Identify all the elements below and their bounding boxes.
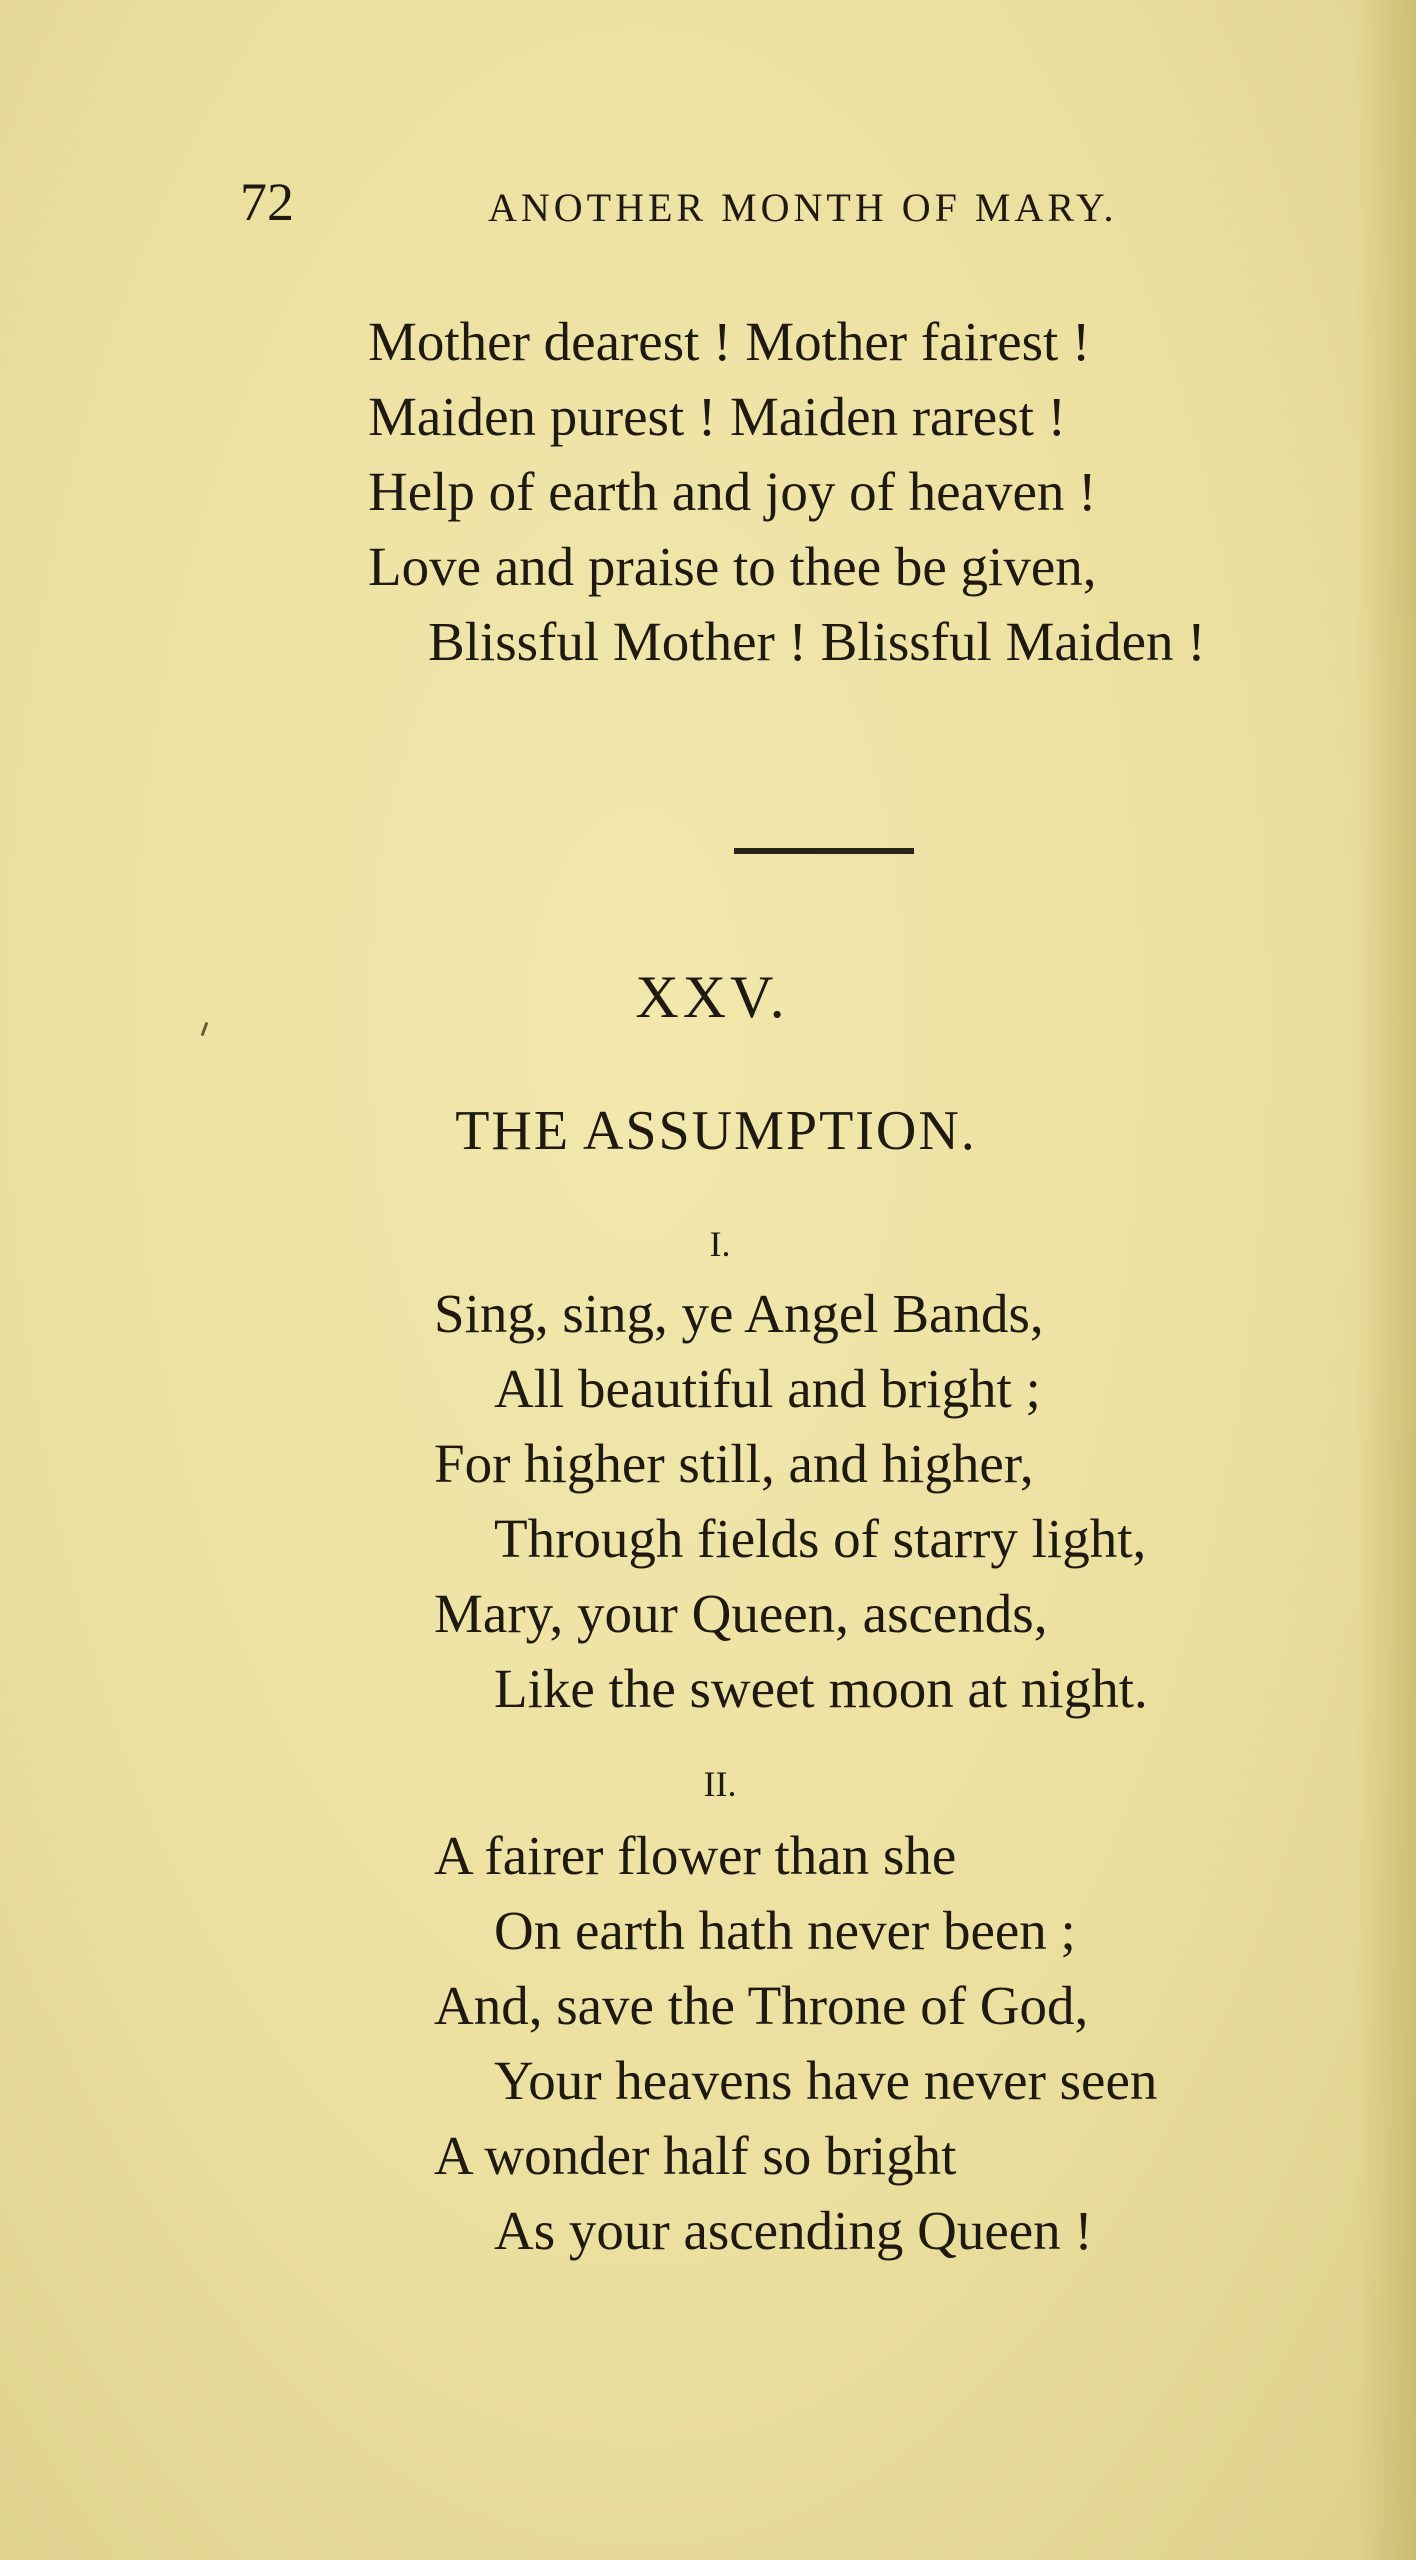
verse-line: A fairer flower than she (434, 1825, 957, 1886)
section-divider (734, 848, 914, 854)
page-number: 72 (240, 172, 294, 232)
running-head: ANOTHER MONTH OF MARY. (488, 185, 1118, 230)
verse-line: Sing, sing, ye Angel Bands, (434, 1283, 1044, 1344)
part-numeral: I. (709, 1224, 731, 1264)
verse-line: Maiden purest ! Maiden rarest ! (368, 386, 1066, 447)
previous-stanza (368, 304, 1206, 679)
section-title: THE ASSUMPTION. (455, 1100, 977, 1162)
verse-line: All beautiful and bright ; (494, 1358, 1041, 1419)
verse-line: Help of earth and joy of heaven ! (368, 461, 1097, 522)
part-numeral: II. (703, 1764, 737, 1804)
section-number: XXV. (635, 964, 789, 1030)
verse-line: As your ascending Queen ! (494, 2200, 1093, 2261)
stanza-one (434, 1276, 1148, 1726)
verse-line: Mary, your Queen, ascends, (434, 1583, 1048, 1644)
stanza-two (434, 1818, 1157, 2268)
verse-line: Like the sweet moon at night. (494, 1658, 1148, 1719)
verse-line: For higher still, and higher, (434, 1433, 1034, 1494)
verse-line: A wonder half so bright (434, 2125, 957, 2186)
verse-line: Your heavens have never seen (494, 2050, 1158, 2111)
verse-line: Blissful Mother ! Blissful Maiden ! (428, 611, 1206, 672)
verse-line: On earth hath never been ; (494, 1900, 1076, 1961)
verse-line: Through fields of starry light, (494, 1508, 1147, 1569)
verse-line: And, save the Throne of God, (434, 1975, 1089, 2036)
verse-line: Love and praise to thee be given, (368, 536, 1097, 597)
verse-line: Mother dearest ! Mother fairest ! (368, 311, 1091, 372)
page-edge-shadow (1356, 0, 1416, 2560)
